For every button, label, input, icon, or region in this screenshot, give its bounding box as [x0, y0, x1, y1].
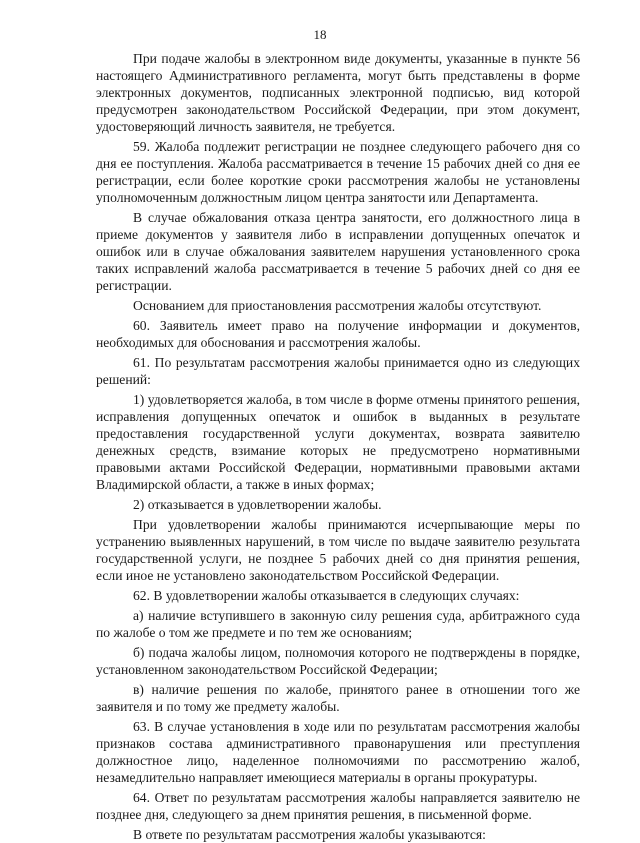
paragraph: При подаче жалобы в электронном виде документы, указанные в пункте 56 настоящего Административного регламента, могут быть представлены в форме электронных документов, подписанных электронной подписью, вид которой предусмотрен законодательством Российской Федерации, при этом документ, удостоверяющий личность заявителя, не требуется. — [96, 51, 580, 134]
paragraph: В случае обжалования отказа центра занятости, его должностного лица в приеме документов у заявителя либо в исправлении допущенных опечаток и ошибок или в случае обжалования заявителем нарушения установленного срока таких исправлений жалоба рассматривается в течение 5 рабочих дней со дня ее регистрации. — [96, 210, 580, 293]
paragraph: б) подача жалобы лицом, полномочия которого не подтверждены в порядке, установленном законодательством Российской Федерации; — [96, 645, 580, 677]
paragraph: 60. Заявитель имеет право на получение информации и документов, необходимых для обоснования и рассмотрения жалобы. — [96, 318, 580, 350]
paragraph: 2) отказывается в удовлетворении жалобы. — [133, 497, 382, 512]
paragraph: 63. В случае установления в ходе или по результатам рассмотрения жалобы признаков состава административного правонарушения или преступления должностное лицо, наделенное полномочиями по рассмотрению жалоб, незамедлительно направляет имеющиеся материалы в органы прокуратуры. — [96, 719, 580, 785]
paragraph: 62. В удовлетворении жалобы отказывается в следующих случаях: — [133, 588, 520, 603]
paragraph: 61. По результатам рассмотрения жалобы принимается одно из следующих решений: — [96, 355, 580, 387]
body-text — [96, 50, 580, 843]
paragraph: 1) удовлетворяется жалоба, в том числе в форме отмены принятого решения, исправления допущенных опечаток и ошибок в выданных в результате предоставления государственной услуги документах, возврата заявителю денежных средств, взимание которых не предусмотрено нормативными правовыми актами Российской Федерации, нормативными правовыми актами Владимирской области, а также в иных формах; — [96, 392, 580, 492]
paragraph: в) наличие решения по жалобе, принятого ранее в отношении того же заявителя и по тому же предмету жалобы. — [96, 682, 580, 714]
page-number: 18 — [313, 27, 327, 42]
paragraph: 64. Ответ по результатам рассмотрения жалобы направляется заявителю не позднее дня, следующего за днем принятия решения, в письменной форме. — [96, 790, 580, 822]
paragraph: 59. Жалоба подлежит регистрации не позднее следующего рабочего дня со дня ее поступления. Жалоба рассматривается в течение 15 рабочих дней со дня ее регистрации, если более короткие сроки рассмотрения жалобы не установлены уполномоченным должностным лицом центра занятости или Департамента. — [96, 139, 580, 205]
paragraph: В ответе по результатам рассмотрения жалобы указываются: — [133, 827, 486, 842]
paragraph: а) наличие вступившего в законную силу решения суда, арбитражного суда по жалобе о том же предмете и по тем же основаниям; — [96, 608, 580, 640]
paragraph: При удовлетворении жалобы принимаются исчерпывающие меры по устранению выявленных нарушений, в том числе по выдаче заявителю результата государственной услуги, не позднее 5 рабочих дней со дня принятия решения, если иное не установлено законодательством Российской Федерации. — [96, 517, 580, 583]
paragraph: Основанием для приостановления рассмотрения жалобы отсутствуют. — [133, 298, 542, 313]
